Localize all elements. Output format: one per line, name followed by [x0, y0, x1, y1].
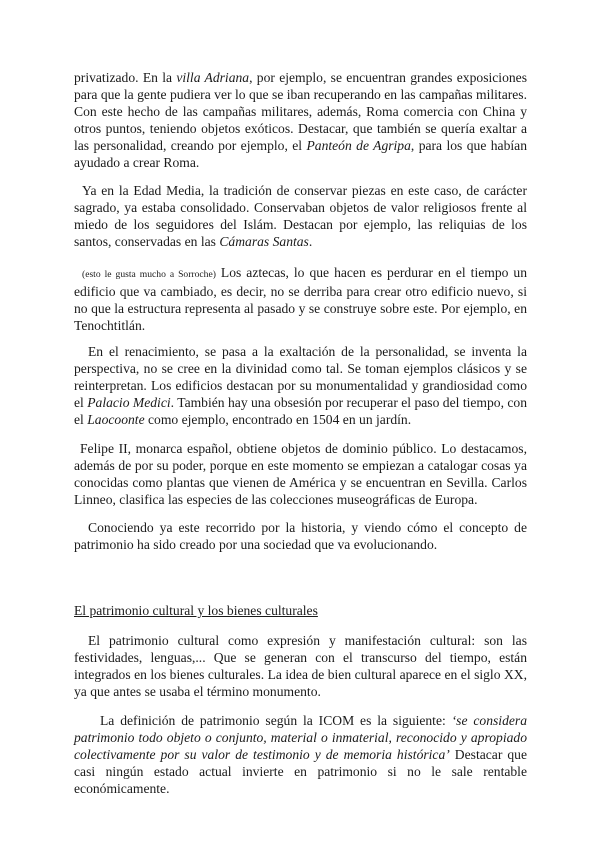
paragraph-definicion-icom	[74, 712, 527, 797]
paragraph-renacimiento	[74, 343, 527, 428]
side-note: (esto le gusta mucho a Sorroche)	[82, 269, 216, 280]
text-run: La definición de patrimonio según la ICOM es la siguiente:	[100, 713, 452, 728]
text-run: , para los que habían ayudado a crear Roma.	[74, 138, 527, 170]
italic-icom-quote: ‘se considera patrimonio todo objeto o conjunto, material o inmaterial, reconocido y apropiado colectivamente por su valor de testimonio y de memoria histórica’	[74, 713, 527, 762]
text-run: privatizado. En la	[74, 70, 177, 85]
text-run: como ejemplo, encontrado en 1504 en un jardín.	[144, 412, 412, 427]
paragraph-conociendo: Conociendo ya este recorrido por la historia, y viendo cómo el concepto de patrimonio ha sido creado por una sociedad que va evolucionando.	[74, 520, 527, 552]
text-run: , por ejemplo, se encuentran grandes exposiciones para que la gente pudiera ver lo que se iban recuperando en las campañas militares. Con este hecho de las campañas militares, además, Roma comercia con China y otros puntos, teniendo objetos exóticos. Destacar, que también se quería exaltar a las personalidad, creando por ejemplo, el	[74, 70, 527, 153]
italic-panteon-agripa: Panteón de Agripa	[306, 138, 411, 153]
italic-villa-adriana: villa Adriana	[176, 70, 250, 85]
paragraph-roma	[74, 69, 527, 171]
paragraph-edad-media	[74, 182, 527, 250]
section-heading: El patrimonio cultural y los bienes culturales	[74, 603, 318, 618]
italic-laocoonte: Laocoonte	[87, 412, 145, 427]
text-run: Los aztecas, lo que hacen es perdurar en el tiempo un edificio que va cambiado, es decir, no se derriba para crear otro edificio nuevo, si no que la estructura representa al pasado y se construye sobre este. Por ejemplo, en Tenochtitlán.	[74, 265, 528, 333]
text-run: . También hay una obsesión por recuperar el paso del tiempo, con el	[74, 395, 528, 427]
paragraph-felipe-ii: Felipe II, monarca español, obtiene objetos de dominio público. Lo destacamos, además de por su poder, porque en este momento se empiezan a catalogar cosas ya conocidas como plantas que vienen de América y se encuentran en Sevilla. Carlos Linneo, clasifica las especies de las colecciones museográficas de Europa.	[74, 441, 527, 507]
italic-palacio-medici: Palacio Medici	[87, 395, 171, 410]
paragraph-aztecas	[74, 264, 527, 334]
text-run: .	[308, 234, 313, 249]
text-run: En el renacimiento, se pasa a la exaltación de la personalidad, se inventa la perspectiva, no se cree en la divinidad como tal. Se toman ejemplos clásicos y se reinterpretan. Los edificios destacan por su monumentalidad y grandiosidad como el	[74, 344, 527, 410]
text-run: Ya en la Edad Media, la tradición de conservar piezas en este caso, de carácter sagrado, ya estaba consolidado. Conservaban objetos de valor religiosos frente al miedo de los seguidores del Islám. Destacan por ejemplo, las reliquias de los santos, conservadas en las	[74, 183, 527, 249]
paragraph-patrimonio-cultural: El patrimonio cultural como expresión y manifestación cultural: son las festividades, lenguas,... Que se generan con el transcurso del tiempo, están integrados en los bienes culturales. La idea de bien cultural aparece en el siglo XX, ya que antes se usaba el término monumento.	[74, 633, 527, 699]
text-run: Destacar que casi ningún estado actual invierte en patrimonio si no le sale rentable económicamente.	[74, 747, 527, 796]
italic-camaras-santas: Cámaras Santas	[219, 234, 309, 249]
